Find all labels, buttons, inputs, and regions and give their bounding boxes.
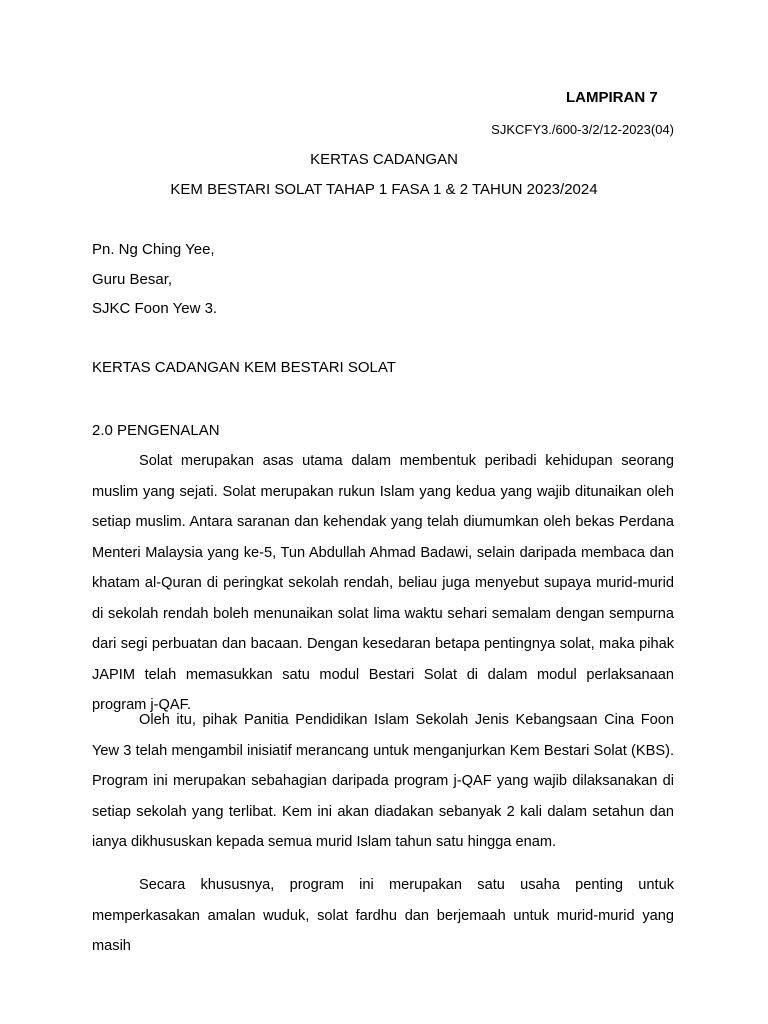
document-title: KERTAS CADANGAN — [310, 151, 458, 168]
recipient-position: Guru Besar, — [92, 271, 173, 288]
subject-line: KERTAS CADANGAN KEM BESTARI SOLAT — [92, 359, 396, 376]
section-heading: 2.0 PENGENALAN — [92, 422, 220, 439]
document-subtitle: KEM BESTARI SOLAT TAHAP 1 FASA 1 & 2 TAHUN 2023/2024 — [170, 181, 598, 198]
paragraph-2: Oleh itu, pihak Panitia Pendidikan Islam Sekolah Jenis Kebangsaan Cina Foon Yew 3 telah mengambil inisiatif merancang untuk menganjurkan Kem Bestari Solat (KBS). Program ini merupakan sebahagian daripada program j-QAF yang wajib dilaksanakan di setiap sekolah yang terlibat. Kem ini akan diadakan sebanyak 2 kali dalam setahun dan ianya dikhususkan kepada semua murid Islam tahun satu hingga enam. — [92, 712, 674, 850]
recipient-name: Pn. Ng Ching Yee, — [92, 241, 215, 258]
paragraph-3: Secara khususnya, program ini merupakan satu usaha penting untuk memperkasakan amalan wuduk, solat fardhu dan berjemaah untuk murid-murid yang masih — [92, 877, 674, 954]
reference-number: SJKCFY3./600-3/2/12-2023(04) — [491, 122, 674, 137]
paragraph-1: Solat merupakan asas utama dalam membentuk peribadi kehidupan seorang muslim yang sejati. Solat merupakan rukun Islam yang kedua yang wajib ditunaikan oleh setiap muslim. Antara saranan dan kehendak yang telah diumumkan oleh bekas Perdana Menteri Malaysia yang ke-5, Tun Abdullah Ahmad Badawi, selain daripada membaca dan khatam al-Quran di peringkat sekolah rendah, beliau juga menyebut supaya murid-murid di sekolah rendah boleh menunaikan solat lima waktu sehari semalam dengan sempurna dari segi perbuatan dan bacaan. Dengan kesedaran betapa pentingnya solat, maka pihak JAPIM telah memasukkan satu modul Bestari Solat di dalam modul perlaksanaan program j-QAF. — [92, 453, 674, 713]
recipient-school: SJKC Foon Yew 3. — [92, 300, 218, 317]
appendix-label: LAMPIRAN 7 — [566, 89, 658, 106]
